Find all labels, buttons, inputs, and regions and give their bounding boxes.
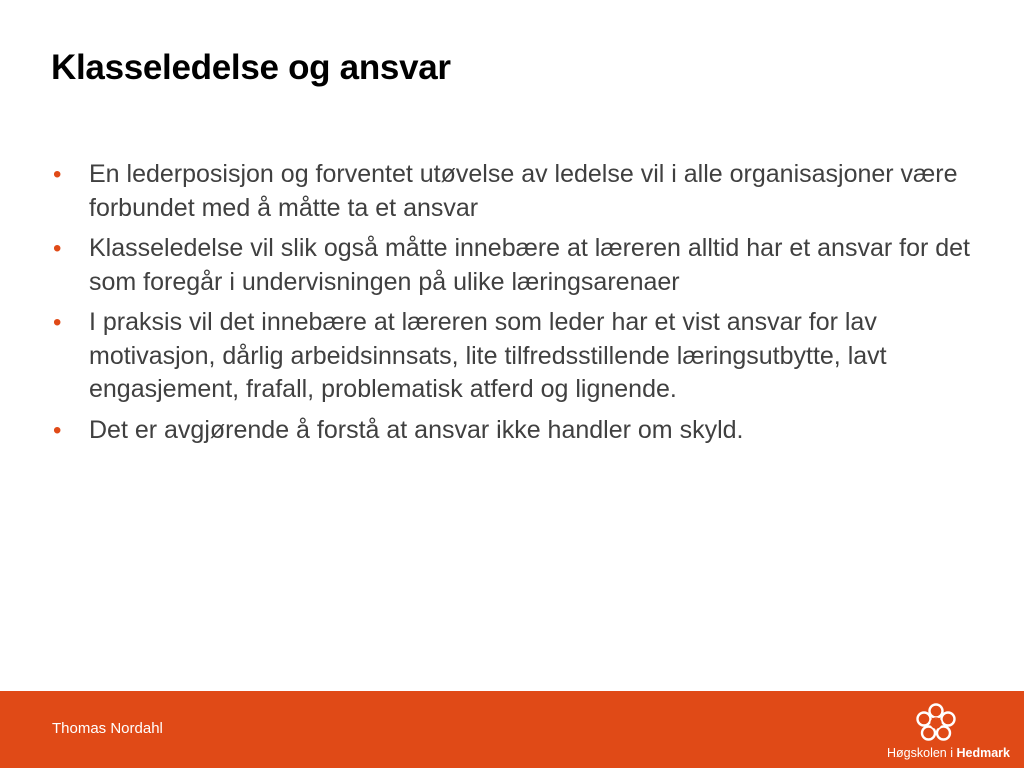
bullet-list — [52, 158, 982, 454]
bullet-item — [52, 414, 982, 448]
bullet-item — [52, 158, 982, 225]
bullet-dot-icon: • — [53, 416, 62, 444]
slide-title: Klasseledelse og ansvar — [51, 48, 451, 87]
knot-emblem-icon — [914, 703, 958, 743]
author-name: Thomas Nordahl — [52, 720, 163, 737]
bullet-text: I praksis vil det innebære at læreren som leder har et vist ansvar for lav motivasjon, dårlig arbeidsinnsats, lite tilfredsstillende læringsutbytte, lavt engasjement, frafall, problematisk atferd og lignende. — [89, 308, 887, 403]
bullet-dot-icon: • — [53, 309, 62, 336]
bullet-text: Klasseledelse vil slik også måtte innebære at læreren alltid har et ansvar for det som foregår i undervisningen på ulike læringsarenaer — [89, 234, 970, 296]
bullet-dot-icon: • — [53, 161, 62, 188]
logo-text-regular: Høgskolen i — [887, 746, 957, 760]
institution-logo — [870, 701, 1010, 765]
bullet-text: Det er avgjørende å forstå at ansvar ikke handler om skyld. — [89, 415, 744, 444]
bullet-item — [52, 306, 982, 407]
footer-bar — [0, 691, 1024, 768]
bullet-item — [52, 232, 982, 299]
bullet-dot-icon: • — [53, 235, 62, 262]
bullet-text: En lederposisjon og forventet utøvelse av ledelse vil i alle organisasjoner være forbundet med å måtte ta et ansvar — [89, 160, 958, 222]
logo-text-bold: Hedmark — [956, 746, 1010, 760]
logo-wordmark — [870, 746, 1010, 760]
